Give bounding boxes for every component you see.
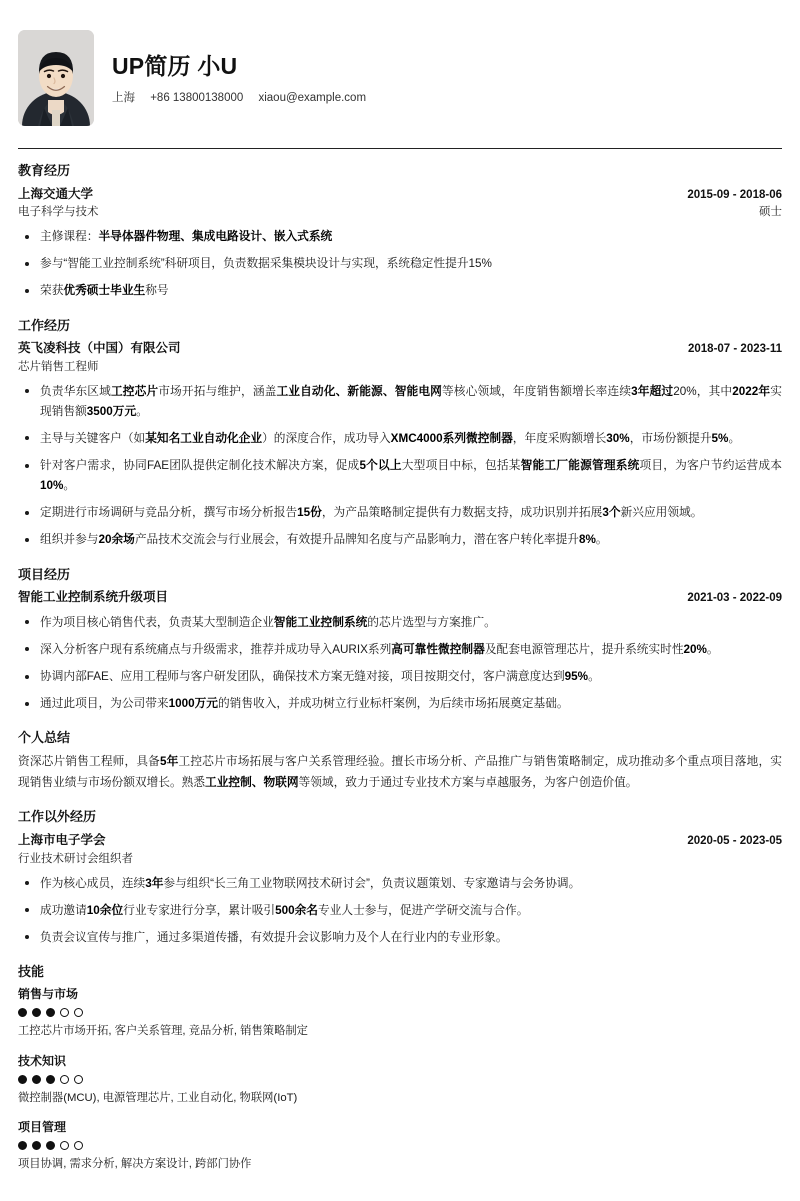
identity-block <box>112 50 782 107</box>
list-item: 组织并参与20余场产品技术交流会与行业展会，有效提升品牌知名度与产品影响力，潜在客户转化率提升8%。 <box>18 530 782 550</box>
work-role: 芯片销售工程师 <box>18 360 99 373</box>
list-item: 通过此项目，为公司带来1000万元的销售收入，并成功树立行业标杆案例，为后续市场拓展奠定基础。 <box>18 694 782 714</box>
section-project <box>18 565 782 715</box>
skill-group-name: 技术知识 <box>18 1053 67 1068</box>
contact-email: xiaou@example.com <box>258 92 367 105</box>
skill-rating <box>18 1141 782 1150</box>
section-title-work: 工作经历 <box>18 317 71 333</box>
rating-dot-filled <box>46 1141 55 1150</box>
header-divider <box>18 148 782 149</box>
section-title-project: 项目经历 <box>18 566 71 582</box>
section-summary <box>18 728 782 793</box>
section-extracurricular <box>18 807 782 948</box>
rating-dot-empty <box>74 1141 83 1150</box>
skills-list <box>18 985 782 1172</box>
list-item: 作为核心成员，连续3年参与组织“长三角工业物联网技术研讨会”，负责议题策划、专家邀请与会务协调。 <box>18 874 782 894</box>
list-item: 负责会议宣传与推广，通过多渠道传播，有效提升会议影响力及个人在行业内的专业形象。 <box>18 928 782 948</box>
rating-dot-filled <box>18 1141 27 1150</box>
rating-dot-filled <box>32 1008 41 1017</box>
list-item: 协调内部FAE、应用工程师与客户研发团队，确保技术方案无缝对接，项目按期交付，客户满意度达到95%。 <box>18 667 782 687</box>
skill-group-name: 项目管理 <box>18 1119 67 1134</box>
rating-dot-empty <box>60 1141 69 1150</box>
rating-dot-filled <box>18 1008 27 1017</box>
contact-location: 上海 <box>112 92 135 105</box>
work-entry <box>18 339 782 551</box>
skill-group-items: 项目协调, 需求分析, 解决方案设计, 跨部门协作 <box>18 1157 252 1170</box>
list-item: 主修课程：半导体器件物理、集成电路设计、嵌入式系统 <box>18 227 782 247</box>
work-company: 英飞凌科技（中国）有限公司 <box>18 341 181 355</box>
extracurricular-bullets <box>18 874 782 948</box>
list-item: 主导与关键客户（如某知名工业自动化企业）的深度合作，成功导入XMC4000系列微控制器，年度采购额增长30%，市场份额提升5%。 <box>18 429 782 449</box>
skill-group-items: 微控制器(MCU), 电源管理芯片, 工业自动化, 物联网(IoT) <box>18 1091 298 1104</box>
rating-dot-empty <box>74 1075 83 1084</box>
project-name: 智能工业控制系统升级项目 <box>18 590 169 604</box>
section-work <box>18 316 782 551</box>
project-date: 2021-03 - 2022-09 <box>687 592 782 604</box>
education-school: 上海交通大学 <box>18 186 94 201</box>
list-item: 深入分析客户现有系统痛点与升级需求，推荐并成功导入AURIX系列高可靠性微控制器及配套电源管理芯片，提升系统实时性20%。 <box>18 640 782 660</box>
section-title-education: 教育经历 <box>18 163 71 178</box>
education-entry <box>18 185 782 302</box>
rating-dot-empty <box>60 1008 69 1017</box>
rating-dot-filled <box>18 1075 27 1084</box>
skill-group-items: 工控芯片市场开拓, 客户关系管理, 竞品分析, 销售策略制定 <box>18 1025 308 1038</box>
avatar <box>18 30 94 126</box>
education-major: 电子科学与技术 <box>18 206 99 219</box>
list-item: 负责华东区域工控芯片市场开拓与维护，涵盖工业自动化、新能源、智能电网等核心领域，年度销售额增长率连续3年超过20%，其中2022年实现销售额3500万元。 <box>18 382 782 422</box>
list-item: 成功邀请10余位行业专家进行分享，累计吸引500余名专业人士参与，促进产学研交流与合作。 <box>18 901 782 921</box>
rating-dot-filled <box>46 1075 55 1084</box>
work-date: 2018-07 - 2023-11 <box>688 343 782 355</box>
list-item: 参与“智能工业控制系统”科研项目，负责数据采集模块设计与实现，系统稳定性提升15% <box>18 254 782 274</box>
project-bullets <box>18 613 782 715</box>
contact-line <box>112 90 782 106</box>
skill-rating <box>18 1075 782 1084</box>
list-item: 针对客户需求，协同FAE团队提供定制化技术解决方案，促成5个以上大型项目中标，包括某智能工厂能源管理系统项目，为客户节约运营成本10%。 <box>18 456 782 496</box>
section-education <box>18 161 782 302</box>
education-degree: 硕士 <box>759 206 782 219</box>
rating-dot-empty <box>74 1008 83 1017</box>
list-item: 定期进行市场调研与竞品分析，撰写市场分析报告15份，为产品策略制定提供有力数据支持，成功识别并拓展3个新兴应用领域。 <box>18 503 782 523</box>
rating-dot-empty <box>60 1075 69 1084</box>
section-skills <box>18 962 782 1173</box>
extracurricular-entry <box>18 831 782 948</box>
extracurricular-date: 2020-05 - 2023-05 <box>687 834 782 847</box>
list-item: 荣获优秀硕士毕业生称号 <box>18 281 782 301</box>
rating-dot-filled <box>46 1008 55 1017</box>
work-bullets <box>18 382 782 551</box>
contact-phone: +86 13800138000 <box>150 92 244 105</box>
skill-group <box>18 1052 782 1107</box>
education-date: 2015-09 - 2018-06 <box>687 188 782 201</box>
extracurricular-organization: 上海市电子学会 <box>18 832 106 847</box>
section-title-skills: 技能 <box>18 963 45 979</box>
rating-dot-filled <box>32 1141 41 1150</box>
rating-dot-filled <box>32 1075 41 1084</box>
list-item: 作为项目核心销售代表，负责某大型制造企业智能工业控制系统的芯片选型与方案推广。 <box>18 613 782 633</box>
page-title: UP简历 小U <box>112 52 238 79</box>
skill-group-name: 销售与市场 <box>18 987 79 1002</box>
resume-header <box>18 30 782 126</box>
section-title-summary: 个人总结 <box>18 730 71 746</box>
summary-text: 资深芯片销售工程师，具备5年工控芯片市场拓展与客户关系管理经验。擅长市场分析、产品推广与销售策略制定，成功推动多个重点项目落地，实现销售业绩与市场份额双增长。熟悉工业控制、物联网等领域，致力于通过专业技术方案与卓越服务，为客户创造价值。 <box>18 754 782 789</box>
skill-rating <box>18 1008 782 1017</box>
section-title-extracurricular: 工作以外经历 <box>18 809 97 825</box>
education-bullets <box>18 227 782 301</box>
extracurricular-role: 行业技术研讨会组织者 <box>18 852 133 865</box>
skill-group <box>18 1118 782 1173</box>
skill-group <box>18 985 782 1040</box>
project-entry <box>18 588 782 714</box>
